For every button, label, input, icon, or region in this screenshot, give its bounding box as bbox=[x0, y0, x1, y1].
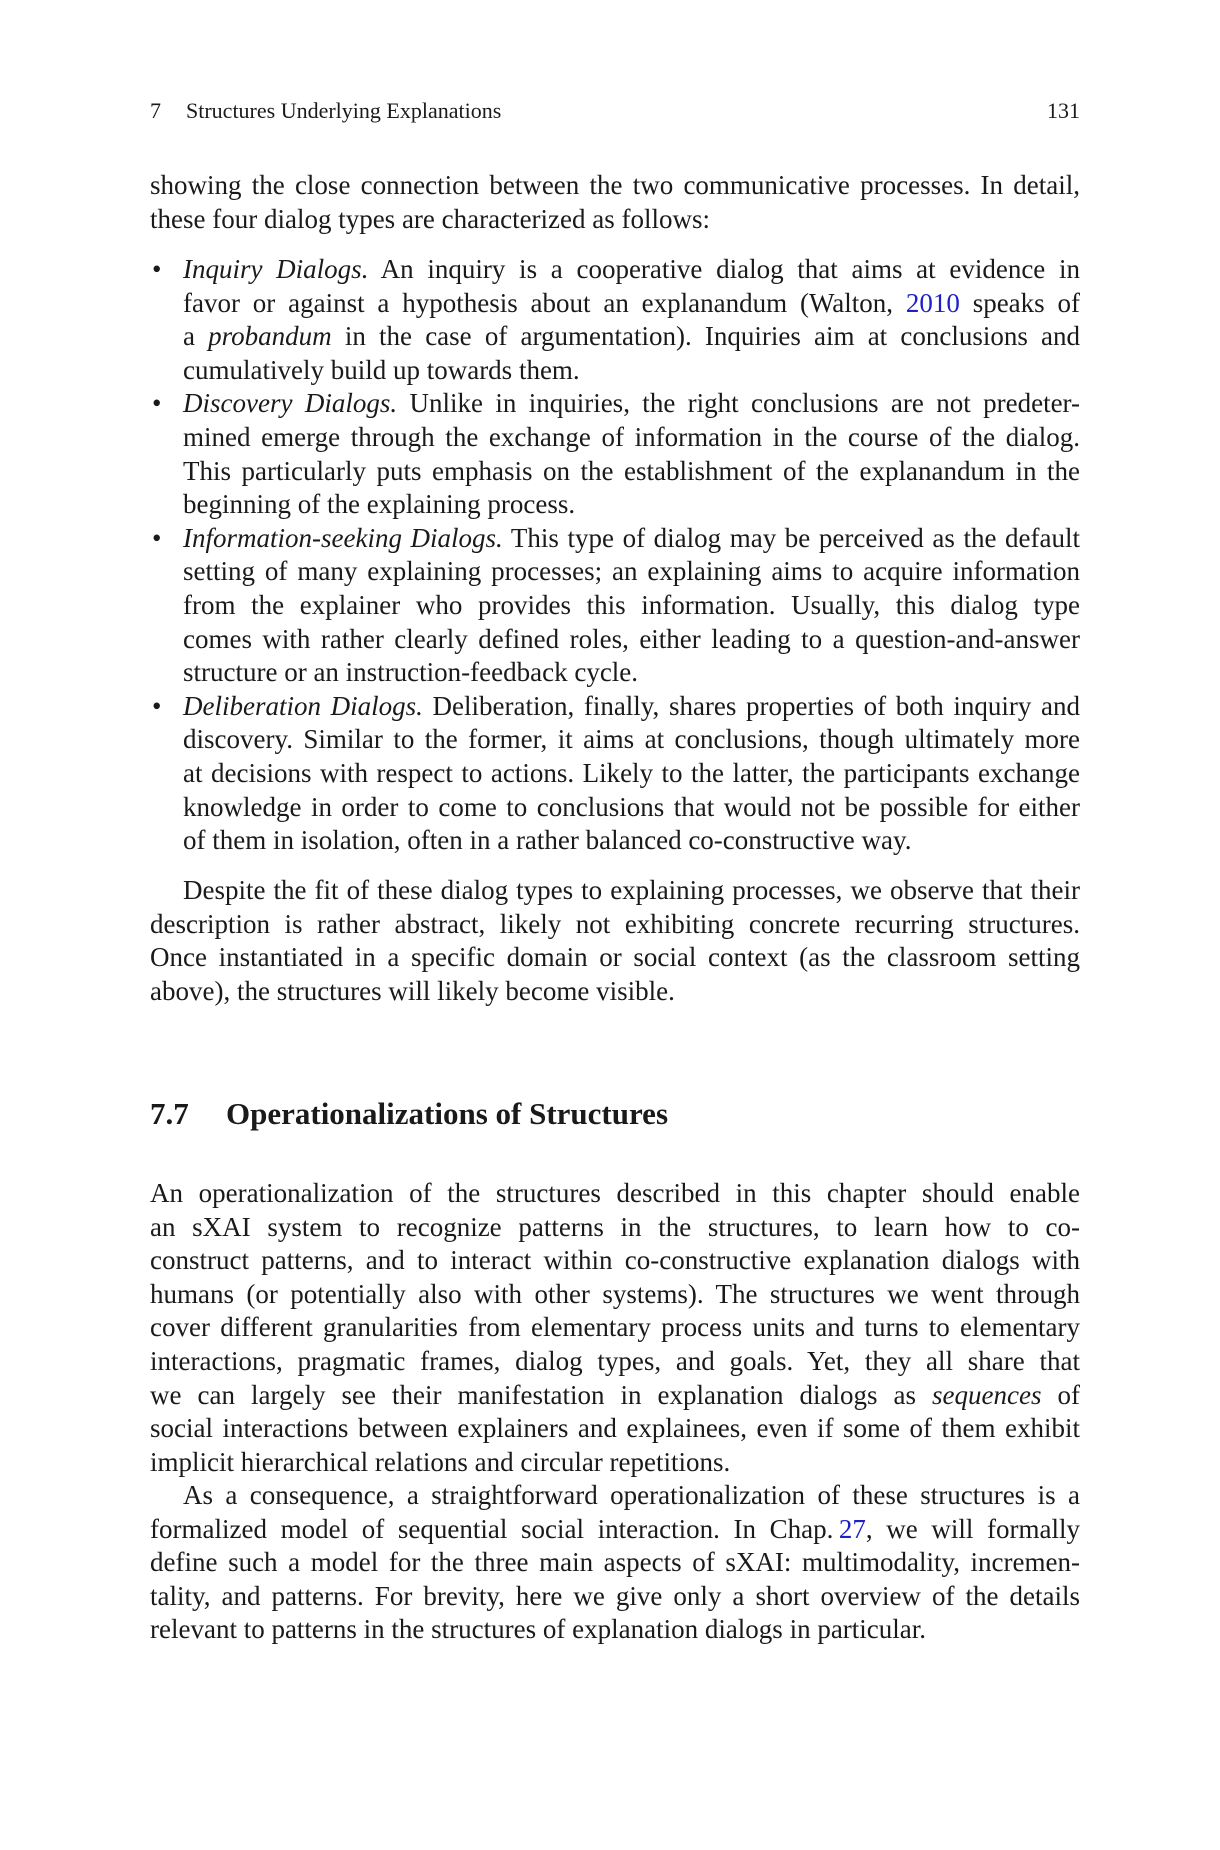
list-item-deliberation-dialogs: • Deliberation Dialogs. Deliberation, finally, shares properties of both inquiry and discovery. Similar to the former, it aims at conclusions, though ultimately more at decisions with respect to actions. Likely to the latter, the participants exchange knowledge in order to come to conclusions that would not be possible for either of them in isolation, often in a rather balanced co-constructive way. bbox=[150, 690, 1080, 858]
despite-paragraph bbox=[150, 874, 1080, 1008]
text-line: formalized model of sequential social interaction. In Chap. 27, we will formally bbox=[150, 1513, 1080, 1544]
running-head bbox=[150, 97, 1080, 125]
term-inquiry-dialogs: Inquiry Dialogs. bbox=[183, 254, 369, 284]
chapter-number: 7 bbox=[150, 98, 161, 123]
term-discovery-dialogs: Discovery Dialogs. bbox=[183, 388, 398, 419]
text-line: we can largely see their manifestation in explanation dialogs as sequences of bbox=[150, 1379, 1080, 1410]
term-deliberation-dialogs: Deliberation Dialogs. bbox=[183, 690, 423, 721]
text-line: knowledge in order to come to conclusions that would not be possible for either bbox=[183, 791, 1080, 822]
section-number: 7.7 bbox=[150, 1096, 189, 1131]
intro-paragraph bbox=[150, 169, 1080, 236]
text-line: relevant to patterns in the structures of explanation dialogs in particular. bbox=[150, 1614, 927, 1645]
citation-link-walton-2010[interactable]: 2010 bbox=[905, 287, 960, 318]
chapter-title: Structures Underlying Explanations bbox=[186, 98, 502, 123]
text-line: showing the close connection between the two communicative processes. In detail, bbox=[150, 170, 1080, 200]
list-item-information-seeking-dialogs: • Information-seeking Dialogs. This type of dialog may be perceived as the default setting of many explaining processes; an explaining aims to acquire information from the explainer who provides this information. Usually, this dialog type comes with rather clearly defined roles, either leading to a question-and-answer structure or an instruction-feedback cycle. bbox=[150, 522, 1080, 690]
text-line: An operationalization of the structures described in this chapter should enable bbox=[150, 1178, 1080, 1208]
text-line: tality, and patterns. For brevity, here we give only a short overview of the details bbox=[150, 1580, 1080, 1611]
page-number: 131 bbox=[1047, 98, 1080, 123]
text-line: setting of many explaining processes; an explaining aims to acquire information bbox=[183, 556, 1080, 587]
text-line: define such a model for the three main aspects of sXAI: multimodality, incremen- bbox=[150, 1547, 1080, 1578]
text-line: cover different granularities from elementary process units and turns to elementary bbox=[150, 1312, 1080, 1343]
text-line: of them in isolation, often in a rather balanced co-constructive way. bbox=[183, 825, 912, 856]
text-line: description is rather abstract, likely not exhibiting concrete recurring structures. bbox=[150, 908, 1080, 939]
text-line: structure or an instruction-feedback cycle. bbox=[183, 657, 639, 688]
text-line: discovery. Similar to the former, it aims at conclusions, though ultimately more bbox=[183, 724, 1080, 755]
text-line: beginning of the explaining process. bbox=[183, 489, 576, 520]
text-line: an sXAI system to recognize patterns in the structures, to learn how to co- bbox=[150, 1211, 1080, 1242]
text-line: from the explainer who provides this information. Usually, this dialog type bbox=[183, 589, 1080, 620]
text-line: As a consequence, a straightforward operationalization of these structures is a bbox=[183, 1480, 1080, 1510]
bullet-icon: • bbox=[152, 388, 162, 419]
bullet-icon: • bbox=[152, 254, 162, 284]
text-line: social interactions between explainers and explainees, even if some of them exhibit bbox=[150, 1413, 1080, 1444]
italic-probandum: probandum bbox=[208, 321, 332, 352]
text-line: cumulatively build up towards them. bbox=[183, 354, 580, 385]
section-paragraph-1 bbox=[150, 1177, 1080, 1479]
list-item-inquiry-dialogs: • Inquiry Dialogs. An inquiry is a cooperative dialog that aims at evidence in favor or against a hypothesis about an explanandum (Walton, 2010 speaks of a probandum in the case of argumentation). Inquiries aim at conclusions and cumulatively build up towards them. bbox=[150, 253, 1080, 387]
text-line: above), the structures will likely become visible. bbox=[150, 975, 675, 1006]
text-line: implicit hierarchical relations and circular repetitions. bbox=[150, 1446, 731, 1477]
text-line: these four dialog types are characterized as follows: bbox=[150, 203, 711, 234]
text-line: mined emerge through the exchange of information in the course of the dialog. bbox=[183, 421, 1080, 452]
text-line: Despite the fit of these dialog types to explaining processes, we observe that their bbox=[183, 875, 1080, 905]
italic-sequences: sequences bbox=[932, 1379, 1042, 1410]
section-paragraph-2 bbox=[150, 1479, 1080, 1647]
bullet-icon: • bbox=[152, 690, 162, 721]
term-information-seeking-dialogs: Information-seeking Dialogs. bbox=[183, 522, 503, 553]
text-line: humans (or potentially also with other systems). The structures we went through bbox=[150, 1278, 1080, 1309]
dialog-types-list bbox=[150, 253, 1080, 858]
list-item-discovery-dialogs: • Discovery Dialogs. Unlike in inquiries, the right conclusions are not predeter- mined emerge through the exchange of information in the course of the dialog. This particularly puts emphasis on the establishment of the explanandum in the beginning of the explaining process. bbox=[150, 387, 1080, 521]
text-line: at decisions with respect to actions. Likely to the latter, the participants exchange bbox=[183, 757, 1080, 788]
chapter-link-27[interactable]: 27 bbox=[838, 1513, 866, 1544]
text-line: construct patterns, and to interact within co-constructive explanation dialogs with bbox=[150, 1245, 1080, 1276]
section-title: Operationalizations of Structures bbox=[226, 1096, 669, 1131]
text-line: comes with rather clearly defined roles, either leading to a question-and-answer bbox=[183, 623, 1080, 654]
bullet-icon: • bbox=[152, 522, 162, 553]
text-line: interactions, pragmatic frames, dialog types, and goals. Yet, they all share that bbox=[150, 1345, 1080, 1376]
text-line: This particularly puts emphasis on the establishment of the explanandum in the bbox=[183, 455, 1080, 486]
text-line: Once instantiated in a specific domain or social context (as the classroom setting bbox=[150, 942, 1080, 973]
